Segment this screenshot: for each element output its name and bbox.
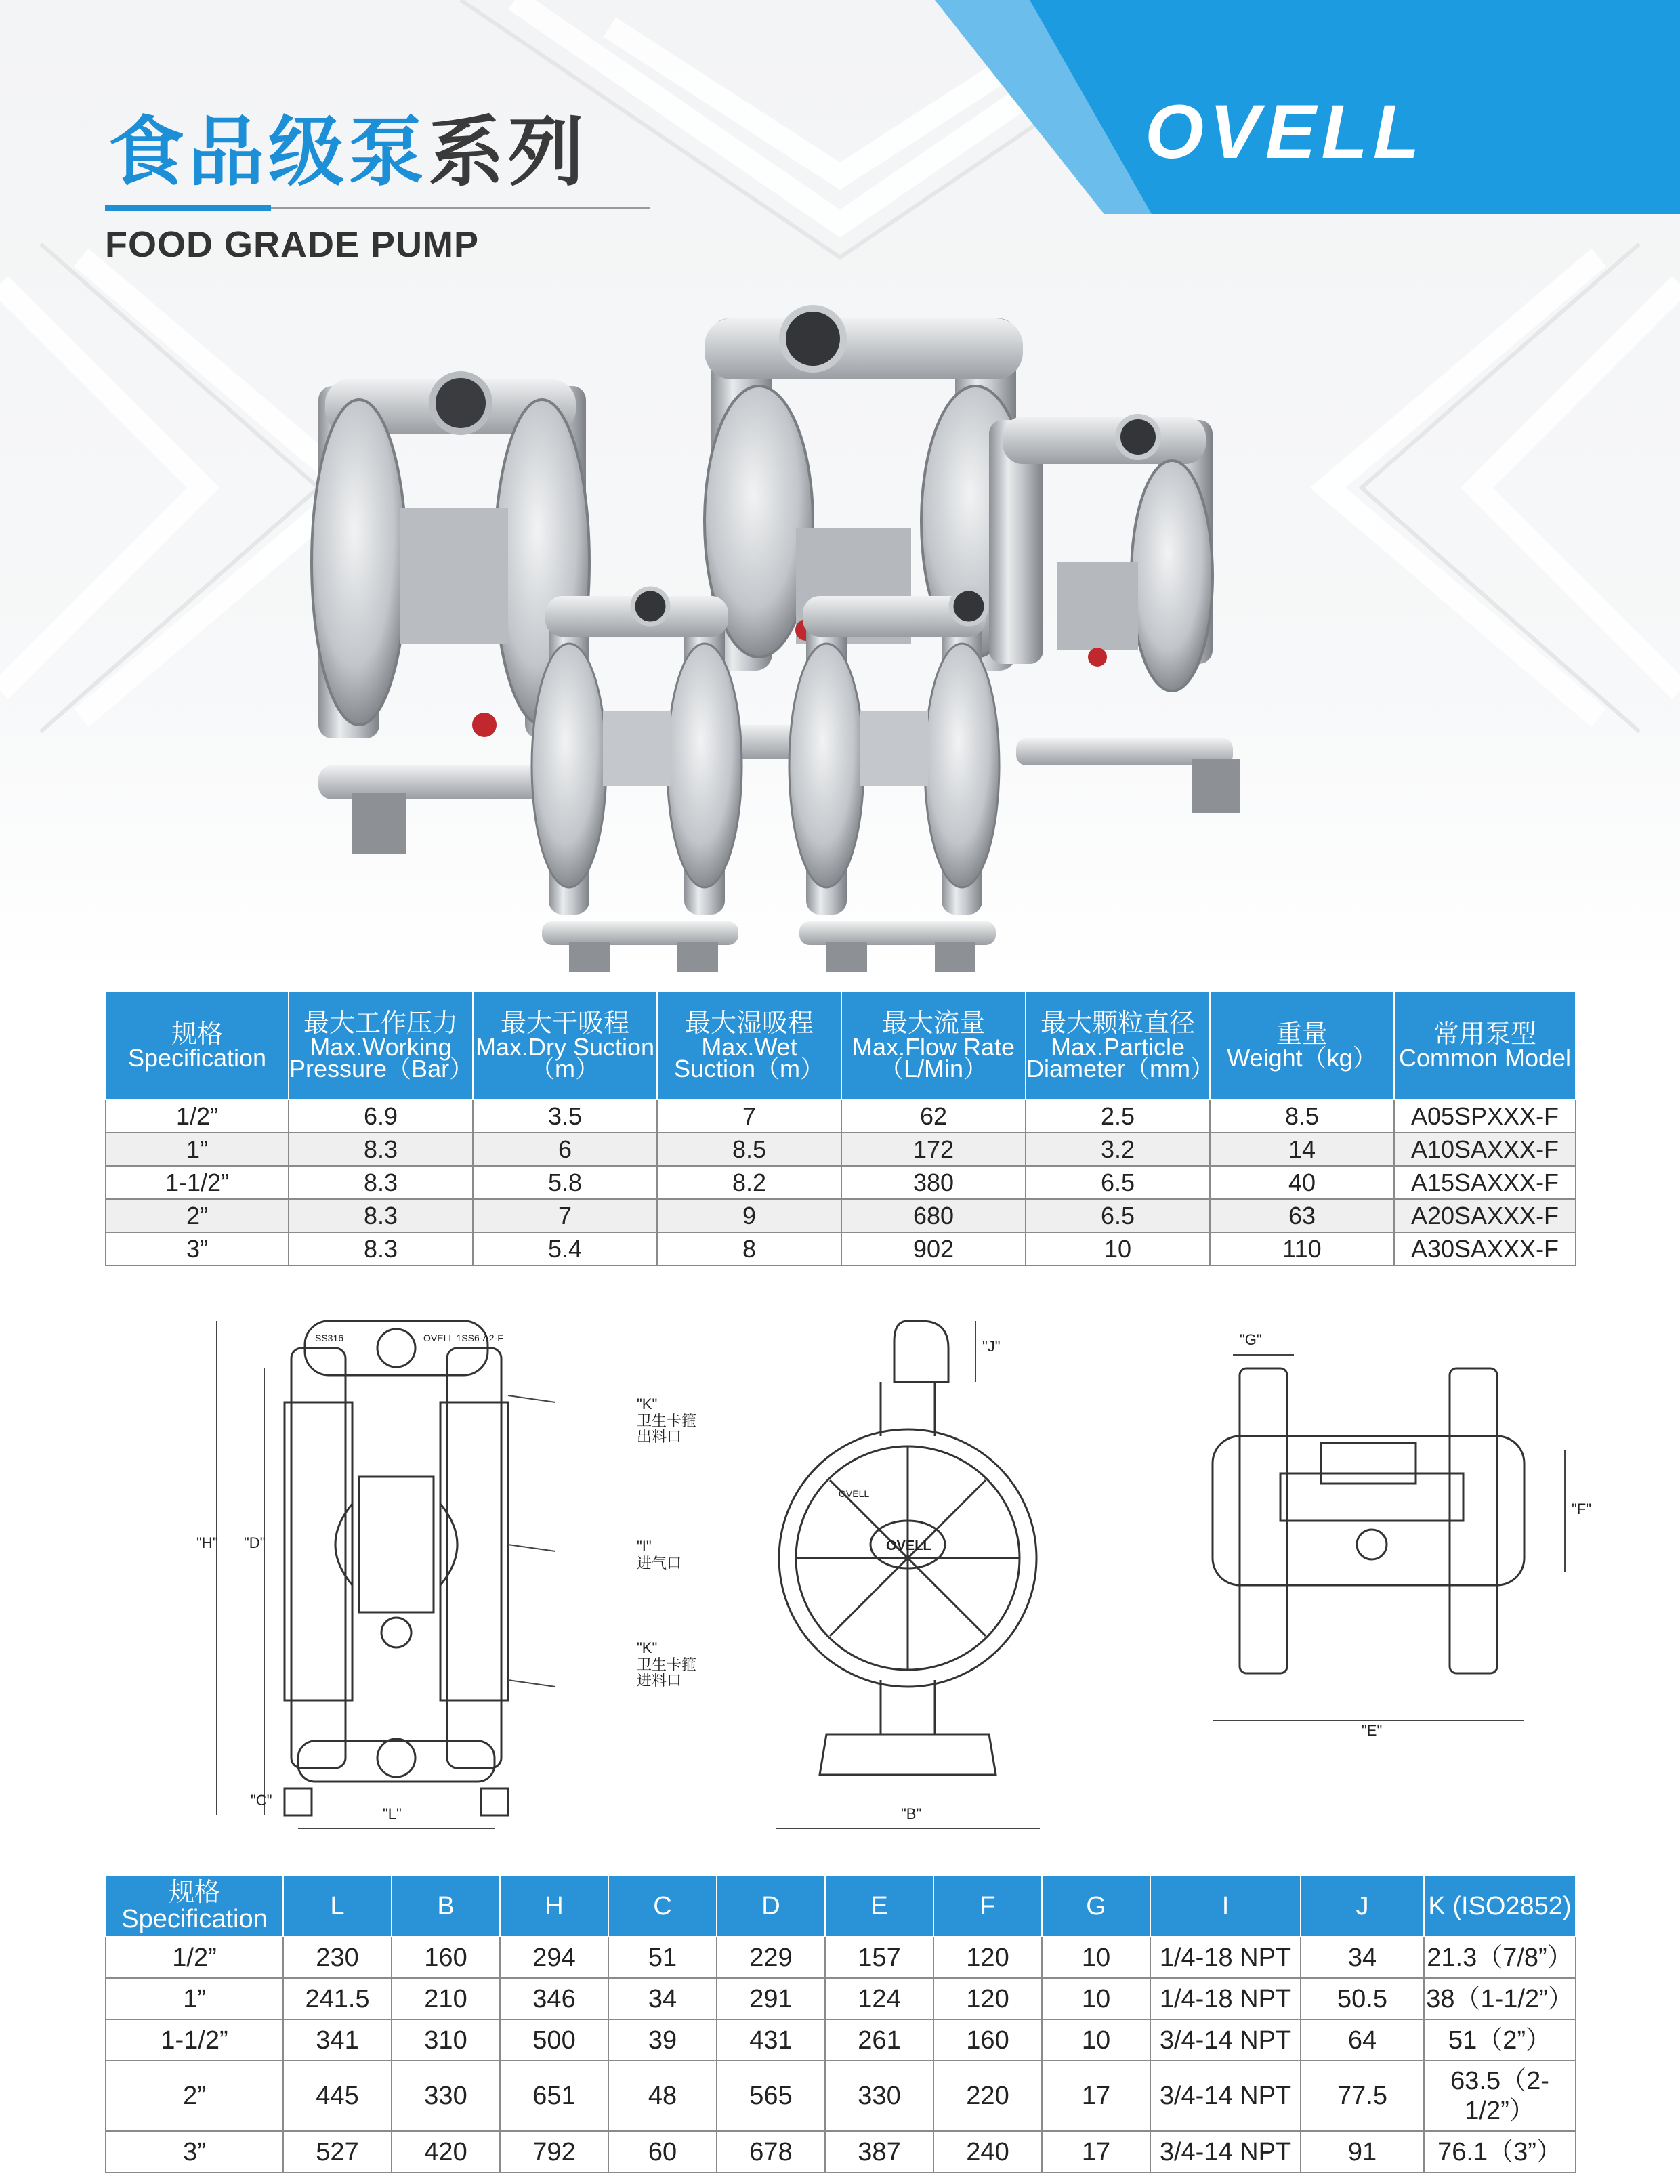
- col-spec: 规格 Specification: [106, 1876, 283, 1937]
- label-outlet-cn-1: 卫生卡箍: [637, 1412, 697, 1429]
- table-row: 2” 8.3 7 9 680 6.5 63 A20SAXXX-F: [106, 1199, 1576, 1232]
- table-row: 1” 241.5 210 346 34 291 124 120 10 1/4-18 NPT 50.5 38（1-1/2”）: [106, 1978, 1576, 2019]
- col-weight: 重量 Weight（kg）: [1210, 991, 1394, 1099]
- page-title-en: FOOD GRADE PUMP: [105, 224, 480, 265]
- col-e: E: [825, 1876, 933, 1937]
- col-g: G: [1042, 1876, 1150, 1937]
- label-outlet-cn-2: 出料口: [637, 1428, 682, 1445]
- col-h: H: [500, 1876, 608, 1937]
- col-k: K (ISO2852): [1424, 1876, 1576, 1937]
- title-highlight: 食品级泵: [108, 110, 428, 194]
- label-air-inlet-cn: 进气口: [637, 1555, 682, 1572]
- table-header-row: [106, 991, 1576, 1099]
- dim-label-e: "E": [1362, 1722, 1383, 1739]
- col-j: J: [1301, 1876, 1424, 1937]
- table-row: 2” 445 330 651 48 565 330 220 17 3/4-14 NPT 77.5 63.5（2-1/2”）: [106, 2061, 1576, 2131]
- label-k-inlet: "K": [637, 1639, 658, 1656]
- brand-logo: OVELL: [1145, 89, 1425, 174]
- label-k-outlet: "K": [637, 1395, 658, 1412]
- col-b: B: [392, 1876, 500, 1937]
- performance-table: [105, 990, 1576, 1266]
- col-i: I: [1150, 1876, 1301, 1937]
- col-max-working-pressure: 最大工作压力 Max.Working Pressure（Bar）: [289, 991, 473, 1099]
- pump-small-front-right: [789, 589, 999, 972]
- table-row: 1-1/2” 8.3 5.8 8.2 380 6.5 40 A15SAXXX-F: [106, 1166, 1576, 1199]
- dimension-drawing: [196, 1301, 1626, 1829]
- front-view: [285, 1321, 508, 1815]
- col-c: C: [608, 1876, 717, 1937]
- dimension-table: [105, 1875, 1576, 2173]
- table-header-row: [106, 1876, 1576, 1937]
- manifold-text-top-right: OVELL 1SS6-A2-F: [423, 1332, 503, 1343]
- label-inlet-cn-2: 进料口: [637, 1672, 682, 1689]
- pump-medium-right: [989, 417, 1240, 813]
- dim-label-d: "D": [244, 1534, 266, 1551]
- label-inlet-cn-1: 卫生卡箍: [637, 1656, 697, 1673]
- page-title-cn: [108, 108, 588, 196]
- dim-label-c: "C": [251, 1792, 272, 1809]
- col-d: D: [717, 1876, 825, 1937]
- dim-label-f: "F": [1572, 1500, 1592, 1517]
- label-i-air: "I": [637, 1538, 652, 1555]
- dim-label-j: "J": [982, 1338, 1001, 1355]
- col-common-model: 常用泵型 Common Model: [1394, 991, 1576, 1099]
- dim-label-g: "G": [1240, 1331, 1262, 1348]
- title-rest: 系列: [428, 110, 588, 194]
- table-row: 3” 8.3 5.4 8 902 10 110 A30SAXXX-F: [106, 1232, 1576, 1265]
- top-view: [1213, 1368, 1524, 1673]
- table-row: 3” 527 420 792 60 678 387 240 17 3/4-14 NPT 91 76.1（3”）: [106, 2131, 1576, 2172]
- table-row: 1/2” 6.9 3.5 7 62 2.5 8.5 A05SPXXX-F: [106, 1099, 1576, 1133]
- col-max-particle-diameter: 最大颗粒直径 Max.Particle Diameter（mm）: [1026, 991, 1210, 1099]
- col-spec: 规格 Specification: [106, 991, 289, 1099]
- col-max-dry-suction: 最大干吸程 Max.Dry Suction（m）: [473, 991, 657, 1099]
- center-brand-text: OVELL: [886, 1538, 931, 1553]
- table-row: 1-1/2” 341 310 500 39 431 261 160 10 3/4-14 NPT 64 51（2”）: [106, 2019, 1576, 2061]
- manifold-text-top-left: SS316: [315, 1332, 344, 1343]
- side-brand-text: OVELL: [839, 1488, 870, 1499]
- title-divider-accent: [105, 205, 271, 211]
- col-l: L: [283, 1876, 392, 1937]
- dim-label-h: "H": [196, 1534, 218, 1551]
- product-photo: [298, 305, 1287, 975]
- col-f: F: [933, 1876, 1042, 1937]
- table-row: 1/2” 230 160 294 51 229 157 120 10 1/4-18 NPT 34 21.3（7/8”）: [106, 1937, 1576, 1978]
- col-max-wet-suction: 最大湿吸程 Max.Wet Suction（m）: [657, 991, 841, 1099]
- dim-label-l: "L": [383, 1805, 402, 1822]
- table-row: 1” 8.3 6 8.5 172 3.2 14 A10SAXXX-F: [106, 1133, 1576, 1166]
- dim-label-b: "B": [901, 1805, 922, 1822]
- col-max-flow-rate: 最大流量 Max.Flow Rate（L/Min）: [841, 991, 1026, 1099]
- pump-small-front-left: [532, 589, 742, 972]
